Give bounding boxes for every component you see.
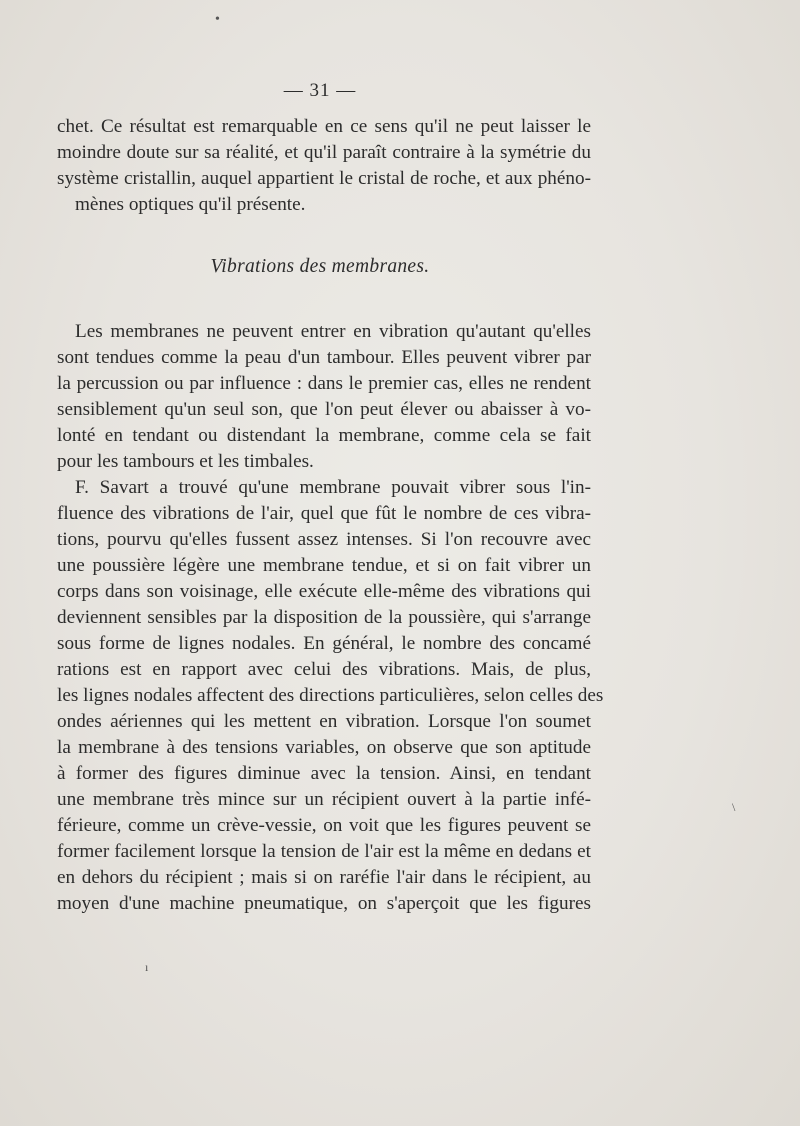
paragraph-line: fluence des vibrations de l'air, quel que fût le nombre de ces vibra- <box>57 503 591 524</box>
ink-speck-mark: • <box>215 12 220 27</box>
paragraph-line: moyen d'une machine pneumatique, on s'aperçoit que les figures <box>57 893 591 914</box>
paragraph-line: les lignes nodales affectent des directions particulières, selon celles des <box>57 685 604 706</box>
section-heading: Vibrations des membranes. <box>210 256 430 277</box>
paragraph-1 <box>57 114 591 218</box>
paragraph-line: férieure, comme un crève-vessie, on voit que les figures peuvent se <box>57 815 591 836</box>
paragraph-line: lonté en tendant ou distendant la membrane, comme cela se fait <box>57 425 591 446</box>
ink-speck-mark: \ <box>732 800 736 814</box>
paragraph-line: corps dans son voisinage, elle exécute elle-même des vibrations qui <box>57 581 591 602</box>
paragraph-2 <box>57 319 591 475</box>
paragraph-line: en dehors du récipient ; mais si on raréfie l'air dans le récipient, au <box>57 867 591 888</box>
paragraph-line: à former des figures diminue avec la tension. Ainsi, en tendant <box>57 763 591 784</box>
paragraph-line: sensiblement qu'un seul son, que l'on peut élever ou abaisser à vo- <box>57 399 591 420</box>
paragraph-line: mènes optiques qu'il présente. <box>75 194 306 215</box>
paragraph-line: tions, pourvu qu'elles fussent assez intenses. Si l'on recouvre avec <box>57 529 591 550</box>
paragraph-line: Les membranes ne peuvent entrer en vibration qu'autant qu'elles <box>75 321 591 342</box>
paragraph-line: F. Savart a trouvé qu'une membrane pouvait vibrer sous l'in- <box>75 477 591 498</box>
ink-speck-mark: ı <box>145 960 149 974</box>
paragraph-line: former facilement lorsque la tension de l'air est la même en dedans et <box>57 841 591 862</box>
paragraph-line: une membrane très mince sur un récipient ouvert à la partie infé- <box>57 789 591 810</box>
paragraph-line: rations est en rapport avec celui des vibrations. Mais, de plus, <box>57 659 591 680</box>
paragraph-line: moindre doute sur sa réalité, et qu'il paraît contraire à la symétrie du <box>57 142 591 163</box>
paragraph-line: pour les tambours et les timbales. <box>57 451 314 472</box>
paragraph-line: la percussion ou par influence : dans le premier cas, elles ne rendent <box>57 373 591 394</box>
paragraph-line: une poussière légère une membrane tendue, et si on fait vibrer un <box>57 555 591 576</box>
page-number: — 31 — <box>283 80 357 101</box>
paragraph-line: deviennent sensibles par la disposition de la poussière, qui s'arrange <box>57 607 591 628</box>
paragraph-line: chet. Ce résultat est remarquable en ce sens qu'il ne peut laisser le <box>57 116 591 137</box>
paragraph-line: sous forme de lignes nodales. En général, le nombre des concamé <box>57 633 591 654</box>
paragraph-3 <box>57 475 604 917</box>
paragraph-line: la membrane à des tensions variables, on observe que son aptitude <box>57 737 591 758</box>
paragraph-line: ondes aériennes qui les mettent en vibration. Lorsque l'on soumet <box>57 711 591 732</box>
paragraph-line: sont tendues comme la peau d'un tambour. Elles peuvent vibrer par <box>57 347 591 368</box>
paragraph-line: système cristallin, auquel appartient le cristal de roche, et aux phéno- <box>57 168 591 189</box>
